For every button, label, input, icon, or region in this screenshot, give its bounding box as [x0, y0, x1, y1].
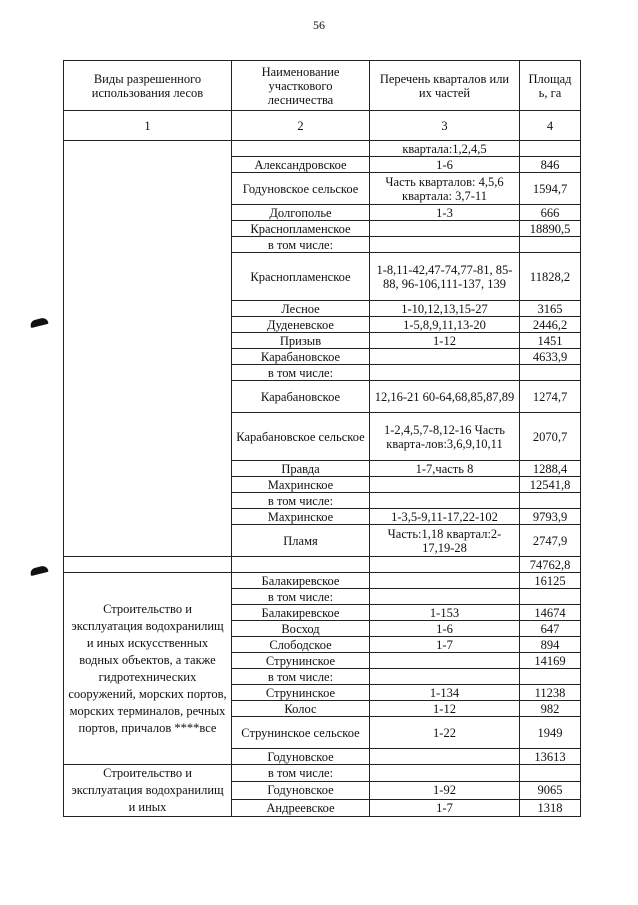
quarters-cell: 1-7: [370, 799, 520, 816]
area-cell: 1274,7: [520, 381, 581, 413]
quarters-cell: Часть:1,18 квартал:2-17,19-28: [370, 525, 520, 557]
area-cell: [520, 669, 581, 685]
quarters-cell: квартала:1,2,4,5: [370, 141, 520, 157]
quarters-cell: 1-12: [370, 333, 520, 349]
column-header: Виды разрешенного использования лесов: [64, 61, 232, 111]
quarters-cell: [370, 557, 520, 573]
quarters-cell: 1-134: [370, 685, 520, 701]
forestry-cell: Правда: [232, 461, 370, 477]
use-type-cell: [64, 141, 232, 557]
forestry-cell: Краснопламенское: [232, 221, 370, 237]
forestry-cell: Лесное: [232, 301, 370, 317]
quarters-cell: [370, 349, 520, 365]
forestry-cell: Карабановское: [232, 381, 370, 413]
quarters-cell: 1-3,5-9,11-17,22-102: [370, 509, 520, 525]
area-cell: 2446,2: [520, 317, 581, 333]
forestry-cell: в том числе:: [232, 237, 370, 253]
forestry-cell: Балакиревское: [232, 605, 370, 621]
forestry-cell: [232, 141, 370, 157]
column-number: 1: [64, 111, 232, 141]
quarters-cell: 1-7,часть 8: [370, 461, 520, 477]
area-cell: [520, 589, 581, 605]
quarters-cell: 12,16-21 60-64,68,85,87,89: [370, 381, 520, 413]
quarters-cell: 1-5,8,9,11,13-20: [370, 317, 520, 333]
forestry-cell: Призыв: [232, 333, 370, 349]
forestry-cell: Александровское: [232, 157, 370, 173]
forestry-cell: Дуденевское: [232, 317, 370, 333]
area-cell: 894: [520, 637, 581, 653]
quarters-cell: 1-10,12,13,15-27: [370, 301, 520, 317]
forestry-cell: Андреевское: [232, 799, 370, 816]
forestry-cell: [232, 557, 370, 573]
forestry-cell: Карабановское: [232, 349, 370, 365]
area-cell: 2747,9: [520, 525, 581, 557]
area-cell: 3165: [520, 301, 581, 317]
quarters-cell: [370, 221, 520, 237]
quarters-cell: 1-2,4,5,7-8,12-16 Часть кварта-лов:3,6,9,10,11: [370, 413, 520, 461]
area-cell: 1949: [520, 717, 581, 749]
table-row: [64, 557, 581, 573]
forestry-cell: в том числе:: [232, 669, 370, 685]
area-cell: 9793,9: [520, 509, 581, 525]
area-cell: 14674: [520, 605, 581, 621]
forestry-cell: Струнинское сельское: [232, 717, 370, 749]
forestry-cell: Махринское: [232, 509, 370, 525]
forestry-cell: в том числе:: [232, 765, 370, 782]
forestry-cell: Пламя: [232, 525, 370, 557]
quarters-cell: [370, 365, 520, 381]
column-number: 4: [520, 111, 581, 141]
area-cell: [520, 765, 581, 782]
forestry-cell: Годуновское: [232, 749, 370, 765]
column-header: Наименование участкового лесничества: [232, 61, 370, 111]
punch-hole-mark-top: [29, 317, 48, 328]
area-cell: [520, 141, 581, 157]
quarters-cell: [370, 653, 520, 669]
quarters-cell: 1-6: [370, 157, 520, 173]
quarters-cell: 1-6: [370, 621, 520, 637]
quarters-cell: 1-8,11-42,47-74,77-81, 85-88, 96-106,111-137, 139: [370, 253, 520, 301]
punch-hole-mark-bottom: [29, 565, 48, 576]
forestry-cell: Колос: [232, 701, 370, 717]
forest-use-table: [63, 60, 581, 817]
quarters-cell: [370, 573, 520, 589]
area-cell: 9065: [520, 782, 581, 799]
area-cell: 1318: [520, 799, 581, 816]
area-cell: 666: [520, 205, 581, 221]
area-cell: 846: [520, 157, 581, 173]
forestry-cell: в том числе:: [232, 493, 370, 509]
area-cell: [520, 365, 581, 381]
area-cell: 11828,2: [520, 253, 581, 301]
quarters-cell: [370, 237, 520, 253]
area-cell: 74762,8: [520, 557, 581, 573]
forestry-cell: Слободское: [232, 637, 370, 653]
area-cell: 12541,8: [520, 477, 581, 493]
forestry-cell: Струнинское: [232, 653, 370, 669]
area-cell: 1451: [520, 333, 581, 349]
quarters-cell: [370, 589, 520, 605]
area-cell: 1594,7: [520, 173, 581, 205]
table-body: [64, 61, 581, 817]
area-cell: 16125: [520, 573, 581, 589]
quarters-cell: [370, 765, 520, 782]
area-cell: [520, 493, 581, 509]
area-cell: 1288,4: [520, 461, 581, 477]
area-cell: [520, 237, 581, 253]
forestry-cell: в том числе:: [232, 589, 370, 605]
forestry-cell: Годуновское: [232, 782, 370, 799]
quarters-cell: 1-92: [370, 782, 520, 799]
column-number: 3: [370, 111, 520, 141]
area-cell: 18890,5: [520, 221, 581, 237]
quarters-cell: 1-22: [370, 717, 520, 749]
forestry-cell: Восход: [232, 621, 370, 637]
use-type-cell: [64, 557, 232, 573]
table-row: [64, 141, 581, 157]
use-type-cell: Строительство и эксплуатация водохранилищ и иных искусственных водных объектов, а также гидротехнических сооружений, морских портов, морских терминалов, речных портов, причалов ****все: [64, 573, 232, 765]
area-cell: 14169: [520, 653, 581, 669]
forestry-cell: Струнинское: [232, 685, 370, 701]
forestry-cell: Годуновское сельское: [232, 173, 370, 205]
forestry-cell: Краснопламенское: [232, 253, 370, 301]
forestry-cell: Махринское: [232, 477, 370, 493]
header-row: [64, 61, 581, 111]
area-cell: 13613: [520, 749, 581, 765]
table-row: [64, 765, 581, 782]
quarters-cell: [370, 669, 520, 685]
area-cell: 4633,9: [520, 349, 581, 365]
quarters-cell: 1-3: [370, 205, 520, 221]
area-cell: 982: [520, 701, 581, 717]
header-number-row: [64, 111, 581, 141]
quarters-cell: 1-7: [370, 637, 520, 653]
area-cell: 647: [520, 621, 581, 637]
quarters-cell: [370, 477, 520, 493]
quarters-cell: [370, 749, 520, 765]
quarters-cell: 1-12: [370, 701, 520, 717]
quarters-cell: 1-153: [370, 605, 520, 621]
forestry-cell: в том числе:: [232, 365, 370, 381]
quarters-cell: [370, 493, 520, 509]
forestry-cell: Карабановское сельское: [232, 413, 370, 461]
column-header: Площад ь, га: [520, 61, 581, 111]
area-cell: 11238: [520, 685, 581, 701]
use-type-cell: Строительство и эксплуатация водохранилищ и иных: [64, 765, 232, 817]
forestry-cell: Долгополье: [232, 205, 370, 221]
forestry-cell: Балакиревское: [232, 573, 370, 589]
page-number: 56: [313, 18, 325, 32]
column-header: Перечень кварталов или их частей: [370, 61, 520, 111]
area-cell: 2070,7: [520, 413, 581, 461]
table-row: [64, 573, 581, 589]
column-number: 2: [232, 111, 370, 141]
quarters-cell: Часть кварталов: 4,5,6 квартала: 3,7-11: [370, 173, 520, 205]
